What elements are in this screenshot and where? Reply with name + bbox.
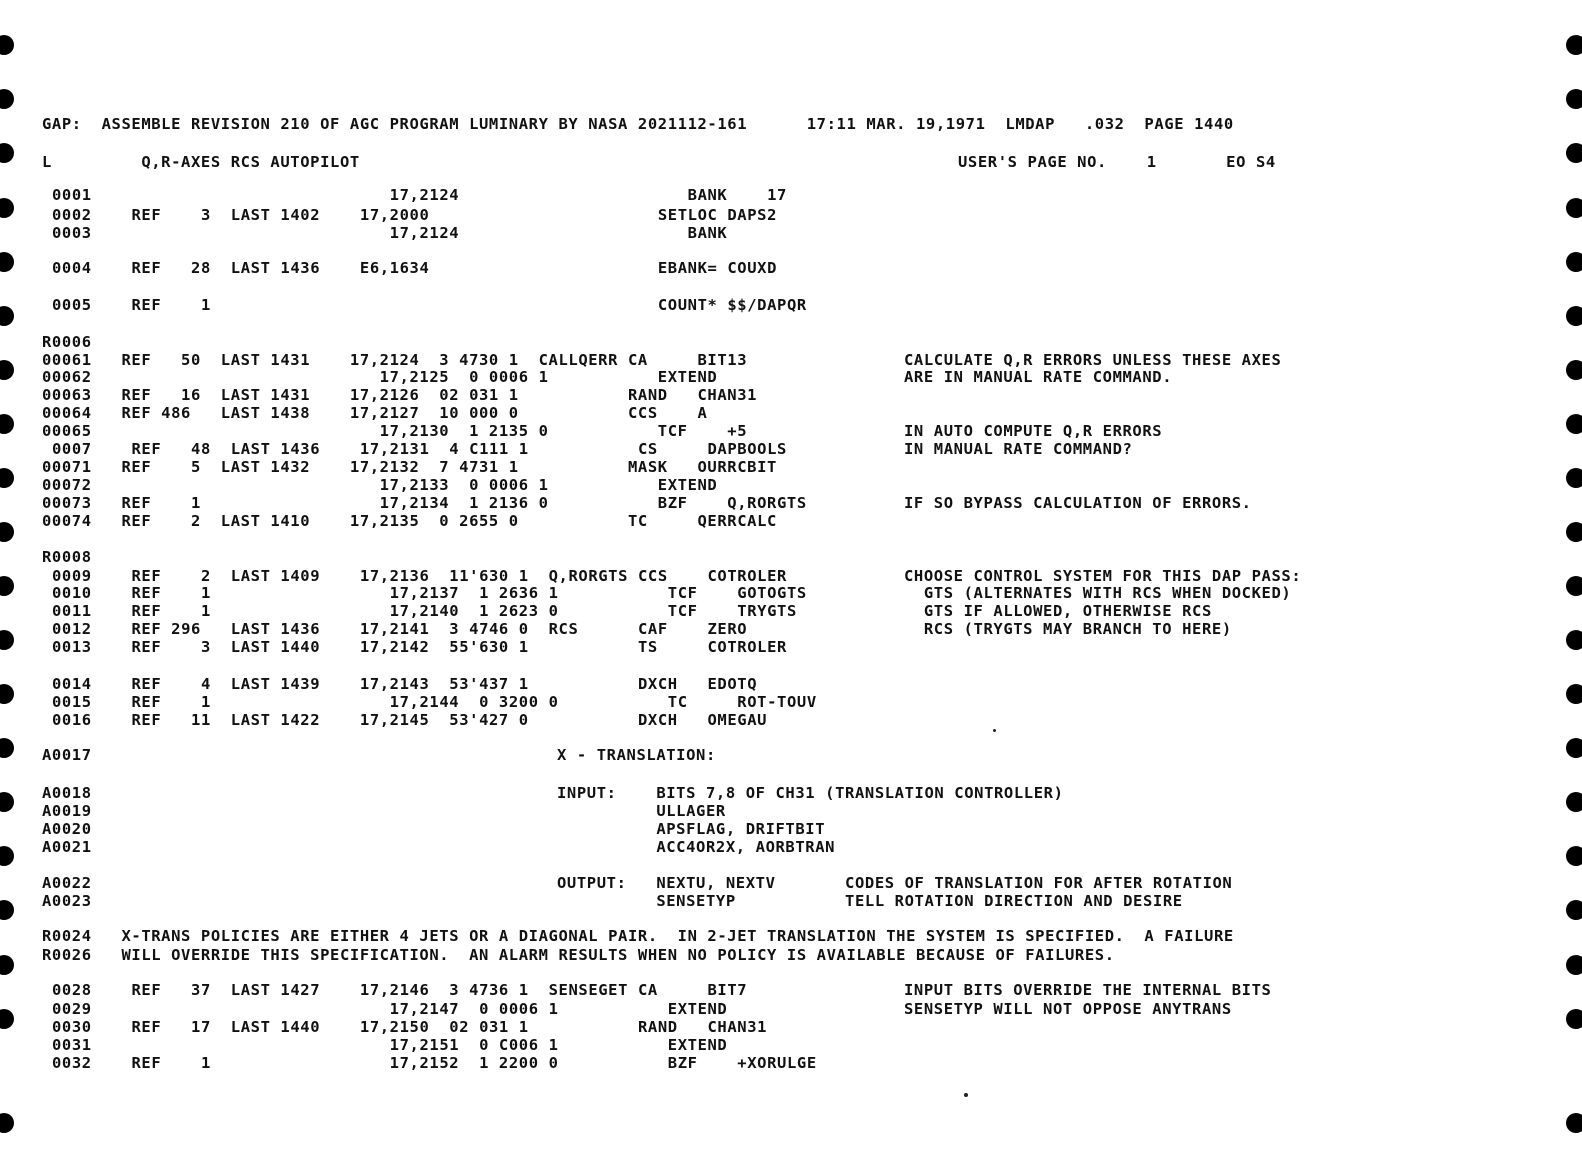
listing-line: R0024 X-TRANS POLICIES ARE EITHER 4 JETS OR A DIAGONAL PAIR. IN 2-JET TRANSLATION THE SYSTEM IS SPECIFIED. A FAILURE	[42, 927, 1234, 945]
listing-line: A0017	[42, 746, 92, 764]
listing-line: 00072 17,2133 0 0006 1 EXTEND	[42, 476, 718, 494]
translation-line: SENSETYP TELL ROTATION DIRECTION AND DESIRE	[557, 892, 1183, 910]
users-page-number: USER'S PAGE NO. 1 EO S4	[958, 153, 1276, 171]
comment-line: CALCULATE Q,R ERRORS UNLESS THESE AXES	[904, 351, 1282, 369]
comment-line: INPUT BITS OVERRIDE THE INTERNAL BITS	[904, 981, 1272, 999]
comment-line: CHOOSE CONTROL SYSTEM FOR THIS DAP PASS:	[904, 567, 1302, 585]
listing-line: 00063 REF 16 LAST 1431 17,2126 02 031 1 RAND CHAN31	[42, 386, 758, 404]
comment-line: GTS IF ALLOWED, OTHERWISE RCS	[904, 602, 1212, 620]
listing-line: A0021	[42, 838, 92, 856]
listing-line: 0009 REF 2 LAST 1409 17,2136 11'630 1 Q,RORGTS CCS COTROLER	[52, 567, 787, 585]
listing-line: A0018	[42, 784, 92, 802]
listing-line: 00065 17,2130 1 2135 0 TCF +5	[42, 422, 748, 440]
listing-line: 0013 REF 3 LAST 1440 17,2142 55'630 1 TS COTROLER	[52, 638, 787, 656]
listing-line: 0002 REF 3 LAST 1402 17,2000 SETLOC DAPS2	[52, 206, 778, 224]
listing-line: 0010 REF 1 17,2137 1 2636 1 TCF GOTOGTS	[52, 584, 807, 602]
section-title: L Q,R-AXES RCS AUTOPILOT	[42, 153, 360, 171]
translation-line: OUTPUT: NEXTU, NEXTV CODES OF TRANSLATION FOR AFTER ROTATION	[557, 874, 1233, 892]
listing-line: 0012 REF 296 LAST 1436 17,2141 3 4746 0 RCS CAF ZERO	[52, 620, 748, 638]
listing-line: 0029 17,2147 0 0006 1 EXTEND	[52, 1000, 728, 1018]
listing-line: 0028 REF 37 LAST 1427 17,2146 3 4736 1 SENSEGET CA BIT7	[52, 981, 748, 999]
listing-line: R0006	[42, 333, 92, 351]
listing-line: 00073 REF 1 17,2134 1 2136 0 BZF Q,RORGTS	[42, 494, 807, 512]
listing-line: 0015 REF 1 17,2144 0 3200 0 TC ROT-TOUV	[52, 693, 817, 711]
ink-speck	[993, 729, 996, 732]
listing-line: A0020	[42, 820, 92, 838]
listing-line: 0001 17,2124 BANK 17	[52, 186, 787, 204]
translation-line: ULLAGER	[557, 802, 726, 820]
listing-line: 0030 REF 17 LAST 1440 17,2150 02 031 1 RAND CHAN31	[52, 1018, 768, 1036]
comment-line: GTS (ALTERNATES WITH RCS WHEN DOCKED)	[904, 584, 1292, 602]
listing-line: R0026 WILL OVERRIDE THIS SPECIFICATION. AN ALARM RESULTS WHEN NO POLICY IS AVAILABLE BECAUSE OF FAILURES.	[42, 946, 1115, 964]
comment-line: IN AUTO COMPUTE Q,R ERRORS	[904, 422, 1163, 440]
listing-line: 0032 REF 1 17,2152 1 2200 0 BZF +XORULGE	[52, 1054, 817, 1072]
listing-line: 0003 17,2124 BANK	[52, 224, 728, 242]
listing-line: 00062 17,2125 0 0006 1 EXTEND	[42, 368, 718, 386]
listing-line: A0019	[42, 802, 92, 820]
listing-line: 00064 REF 486 LAST 1438 17,2127 10 000 0 CCS A	[42, 404, 708, 422]
comment-line: IF SO BYPASS CALCULATION OF ERRORS.	[904, 494, 1252, 512]
listing-line: 0014 REF 4 LAST 1439 17,2143 53'437 1 DXCH EDOTQ	[52, 675, 758, 693]
listing-line: 0031 17,2151 0 C006 1 EXTEND	[52, 1036, 728, 1054]
listing-line: 00071 REF 5 LAST 1432 17,2132 7 4731 1 MASK OURRCBIT	[42, 458, 777, 476]
comment-line: SENSETYP WILL NOT OPPOSE ANYTRANS	[904, 1000, 1232, 1018]
comment-line: ARE IN MANUAL RATE COMMAND.	[904, 368, 1173, 386]
listing-line: 0016 REF 11 LAST 1422 17,2145 53'427 0 DXCH OMEGAU	[52, 711, 768, 729]
listing-line: A0022	[42, 874, 92, 892]
listing-line: 0011 REF 1 17,2140 1 2623 0 TCF TRYGTS	[52, 602, 797, 620]
comment-line: RCS (TRYGTS MAY BRANCH TO HERE)	[904, 620, 1232, 638]
listing-line: 0005 REF 1 COUNT* $$/DAPQR	[52, 296, 807, 314]
ink-speck	[964, 1093, 968, 1097]
listing-line: 0007 REF 48 LAST 1436 17,2131 4 C111 1 CS DAPBOOLS	[52, 440, 787, 458]
translation-line: INPUT: BITS 7,8 OF CH31 (TRANSLATION CONTROLLER)	[557, 784, 1064, 802]
listing-line: A0023	[42, 892, 92, 910]
translation-line: APSFLAG, DRIFTBIT	[557, 820, 826, 838]
page-header: GAP: ASSEMBLE REVISION 210 OF AGC PROGRAM LUMINARY BY NASA 2021112-161 17:11 MAR. 19,1971 LMDAP .032 PAGE 1440	[42, 115, 1234, 133]
translation-line: ACC4OR2X, AORBTRAN	[557, 838, 836, 856]
listing-line: 0004 REF 28 LAST 1436 E6,1634 EBANK= COUXD	[52, 259, 778, 277]
listing-line: 00061 REF 50 LAST 1431 17,2124 3 4730 1 CALLQERR CA BIT13	[42, 351, 748, 369]
translation-line: X - TRANSLATION:	[557, 746, 716, 764]
listing-line: R0008	[42, 548, 92, 566]
comment-line: IN MANUAL RATE COMMAND?	[904, 440, 1133, 458]
listing-line: 00074 REF 2 LAST 1410 17,2135 0 2655 0 TC QERRCALC	[42, 512, 777, 530]
